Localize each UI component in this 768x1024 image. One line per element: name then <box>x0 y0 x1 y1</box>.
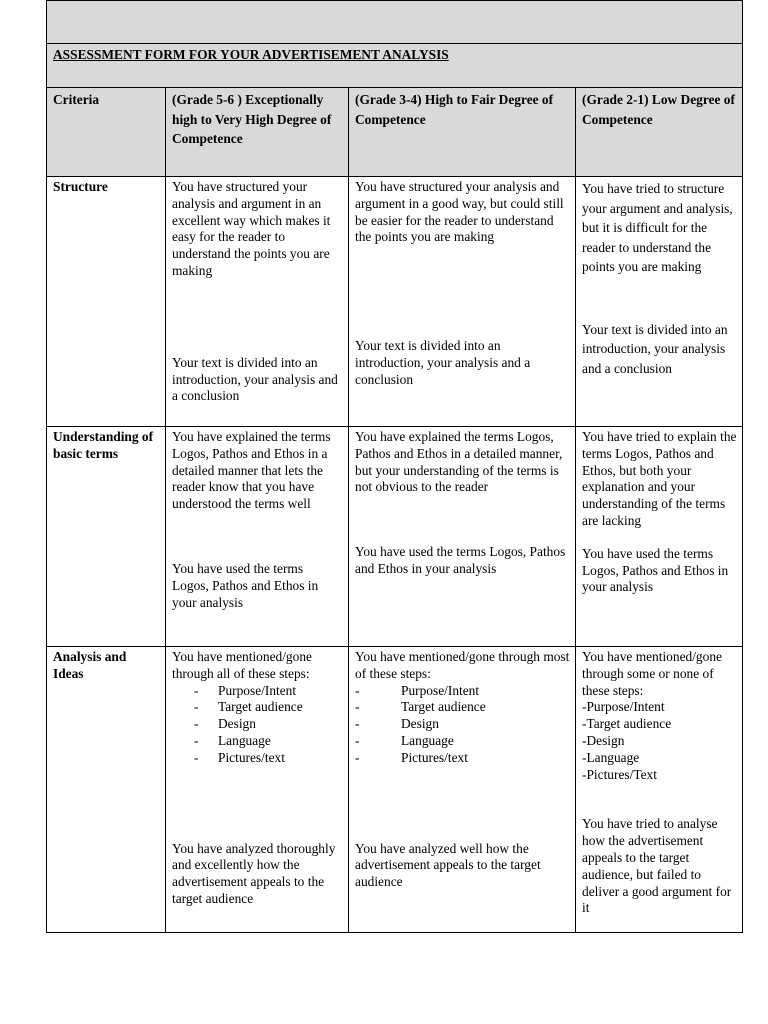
list-item: - Target audience <box>355 699 486 715</box>
title-row <box>47 44 743 88</box>
header-grade-3-4: (Grade 3-4) High to Fair Degree of Competence <box>349 88 576 177</box>
analysis-high-steps <box>172 683 343 767</box>
analysis-low-intro: You have mentioned/gone through some or none of these steps: <box>582 649 722 698</box>
terms-low-cell <box>576 427 743 647</box>
criterion-analysis: Analysis and Ideas <box>47 647 166 933</box>
structure-high-text-1: You have structured your analysis and argument in an excellent way which makes it easy for the reader to understand the points you are making <box>172 179 331 278</box>
structure-low-text-2: Your text is divided into an introduction, your analysis and a conclusion <box>582 321 728 376</box>
list-item: - Target audience <box>194 699 303 715</box>
terms-high-text-1: You have explained the terms Logos, Pathos and Ethos in a detailed manner that lets the reader know that you have understood the terms well <box>172 429 331 512</box>
analysis-low-text-2: You have tried to analyse how the advertisement appeals to the target audience, but failed to deliver a good argument for it <box>582 816 732 916</box>
terms-mid-text-2: You have used the terms Logos, Pathos and Ethos in your analysis <box>355 544 566 576</box>
list-item: - Pictures/text <box>194 749 285 765</box>
terms-high-text-2: You have used the terms Logos, Pathos and Ethos in your analysis <box>172 560 319 610</box>
list-item: - Purpose/Intent <box>194 682 297 698</box>
list-item: -Pictures/Text <box>582 766 657 782</box>
structure-high-cell <box>166 177 349 427</box>
analysis-mid-steps <box>355 683 570 767</box>
list-item: -Purpose/Intent <box>582 699 665 715</box>
header-row <box>47 88 743 177</box>
list-item: -Language <box>582 749 640 765</box>
analysis-high-cell <box>166 647 349 933</box>
criterion-structure: Structure <box>47 177 166 427</box>
row-structure <box>47 177 743 427</box>
structure-mid-text-2: Your text is divided into an introduction, your analysis and a conclusion <box>355 338 531 387</box>
terms-high-cell <box>166 427 349 647</box>
list-item: - Design <box>355 716 439 732</box>
list-item: - Language <box>194 732 271 748</box>
analysis-high-text-2: You have analyzed thoroughly and excellently how the advertisement appeals to the target audience <box>172 840 336 906</box>
terms-low-text-2: You have used the terms Logos, Pathos and Ethos in your analysis <box>582 545 729 595</box>
terms-low-text-1: You have tried to explain the terms Logos, Pathos and Ethos, but both your explanation and your understanding of the terms are lacking <box>582 429 737 528</box>
header-criteria: Criteria <box>47 88 166 177</box>
structure-high-text-2: Your text is divided into an introduction, your analysis and a conclusion <box>172 354 338 404</box>
assessment-rubric-table <box>46 0 743 933</box>
analysis-high-intro: You have mentioned/gone through all of these steps: <box>172 649 312 681</box>
row-terms <box>47 427 743 647</box>
header-grade-2-1: (Grade 2-1) Low Degree of Competence <box>576 88 743 177</box>
structure-low-text-1: You have tried to structure your argument and analysis, but it is difficult for the reader to understand the points you are making <box>582 181 733 274</box>
list-item: - Design <box>194 716 256 732</box>
blank-header-row <box>47 1 743 44</box>
list-item: - Purpose/Intent <box>355 682 480 698</box>
form-title: ASSESSMENT FORM FOR YOUR ADVERTISEMENT ANALYSIS <box>53 47 449 62</box>
criterion-terms: Understanding of basic terms <box>47 427 166 647</box>
structure-low-cell <box>576 177 743 427</box>
structure-mid-text-1: You have structured your analysis and argument in a good way, but could still be easier for the reader to understand the points you are making <box>355 179 564 245</box>
terms-mid-text-1: You have explained the terms Logos, Pathos and Ethos in a detailed manner, but your understanding of the terms is not obvious to the reader <box>355 429 563 495</box>
analysis-low-cell <box>576 647 743 933</box>
analysis-mid-intro: You have mentioned/gone through most of these steps: <box>355 649 570 681</box>
list-item: - Pictures/text <box>355 749 468 765</box>
blank-header-cell <box>47 1 743 44</box>
title-cell <box>47 44 743 88</box>
analysis-mid-text-2: You have analyzed well how the advertisement appeals to the target audience <box>355 840 541 890</box>
terms-mid-cell <box>349 427 576 647</box>
header-grade-5-6: (Grade 5-6 ) Exceptionally high to Very High Degree of Competence <box>166 88 349 177</box>
list-item: -Design <box>582 732 625 748</box>
list-item: - Language <box>355 732 454 748</box>
analysis-mid-cell <box>349 647 576 933</box>
list-item: -Target audience <box>582 716 672 732</box>
row-analysis <box>47 647 743 933</box>
structure-mid-cell <box>349 177 576 427</box>
